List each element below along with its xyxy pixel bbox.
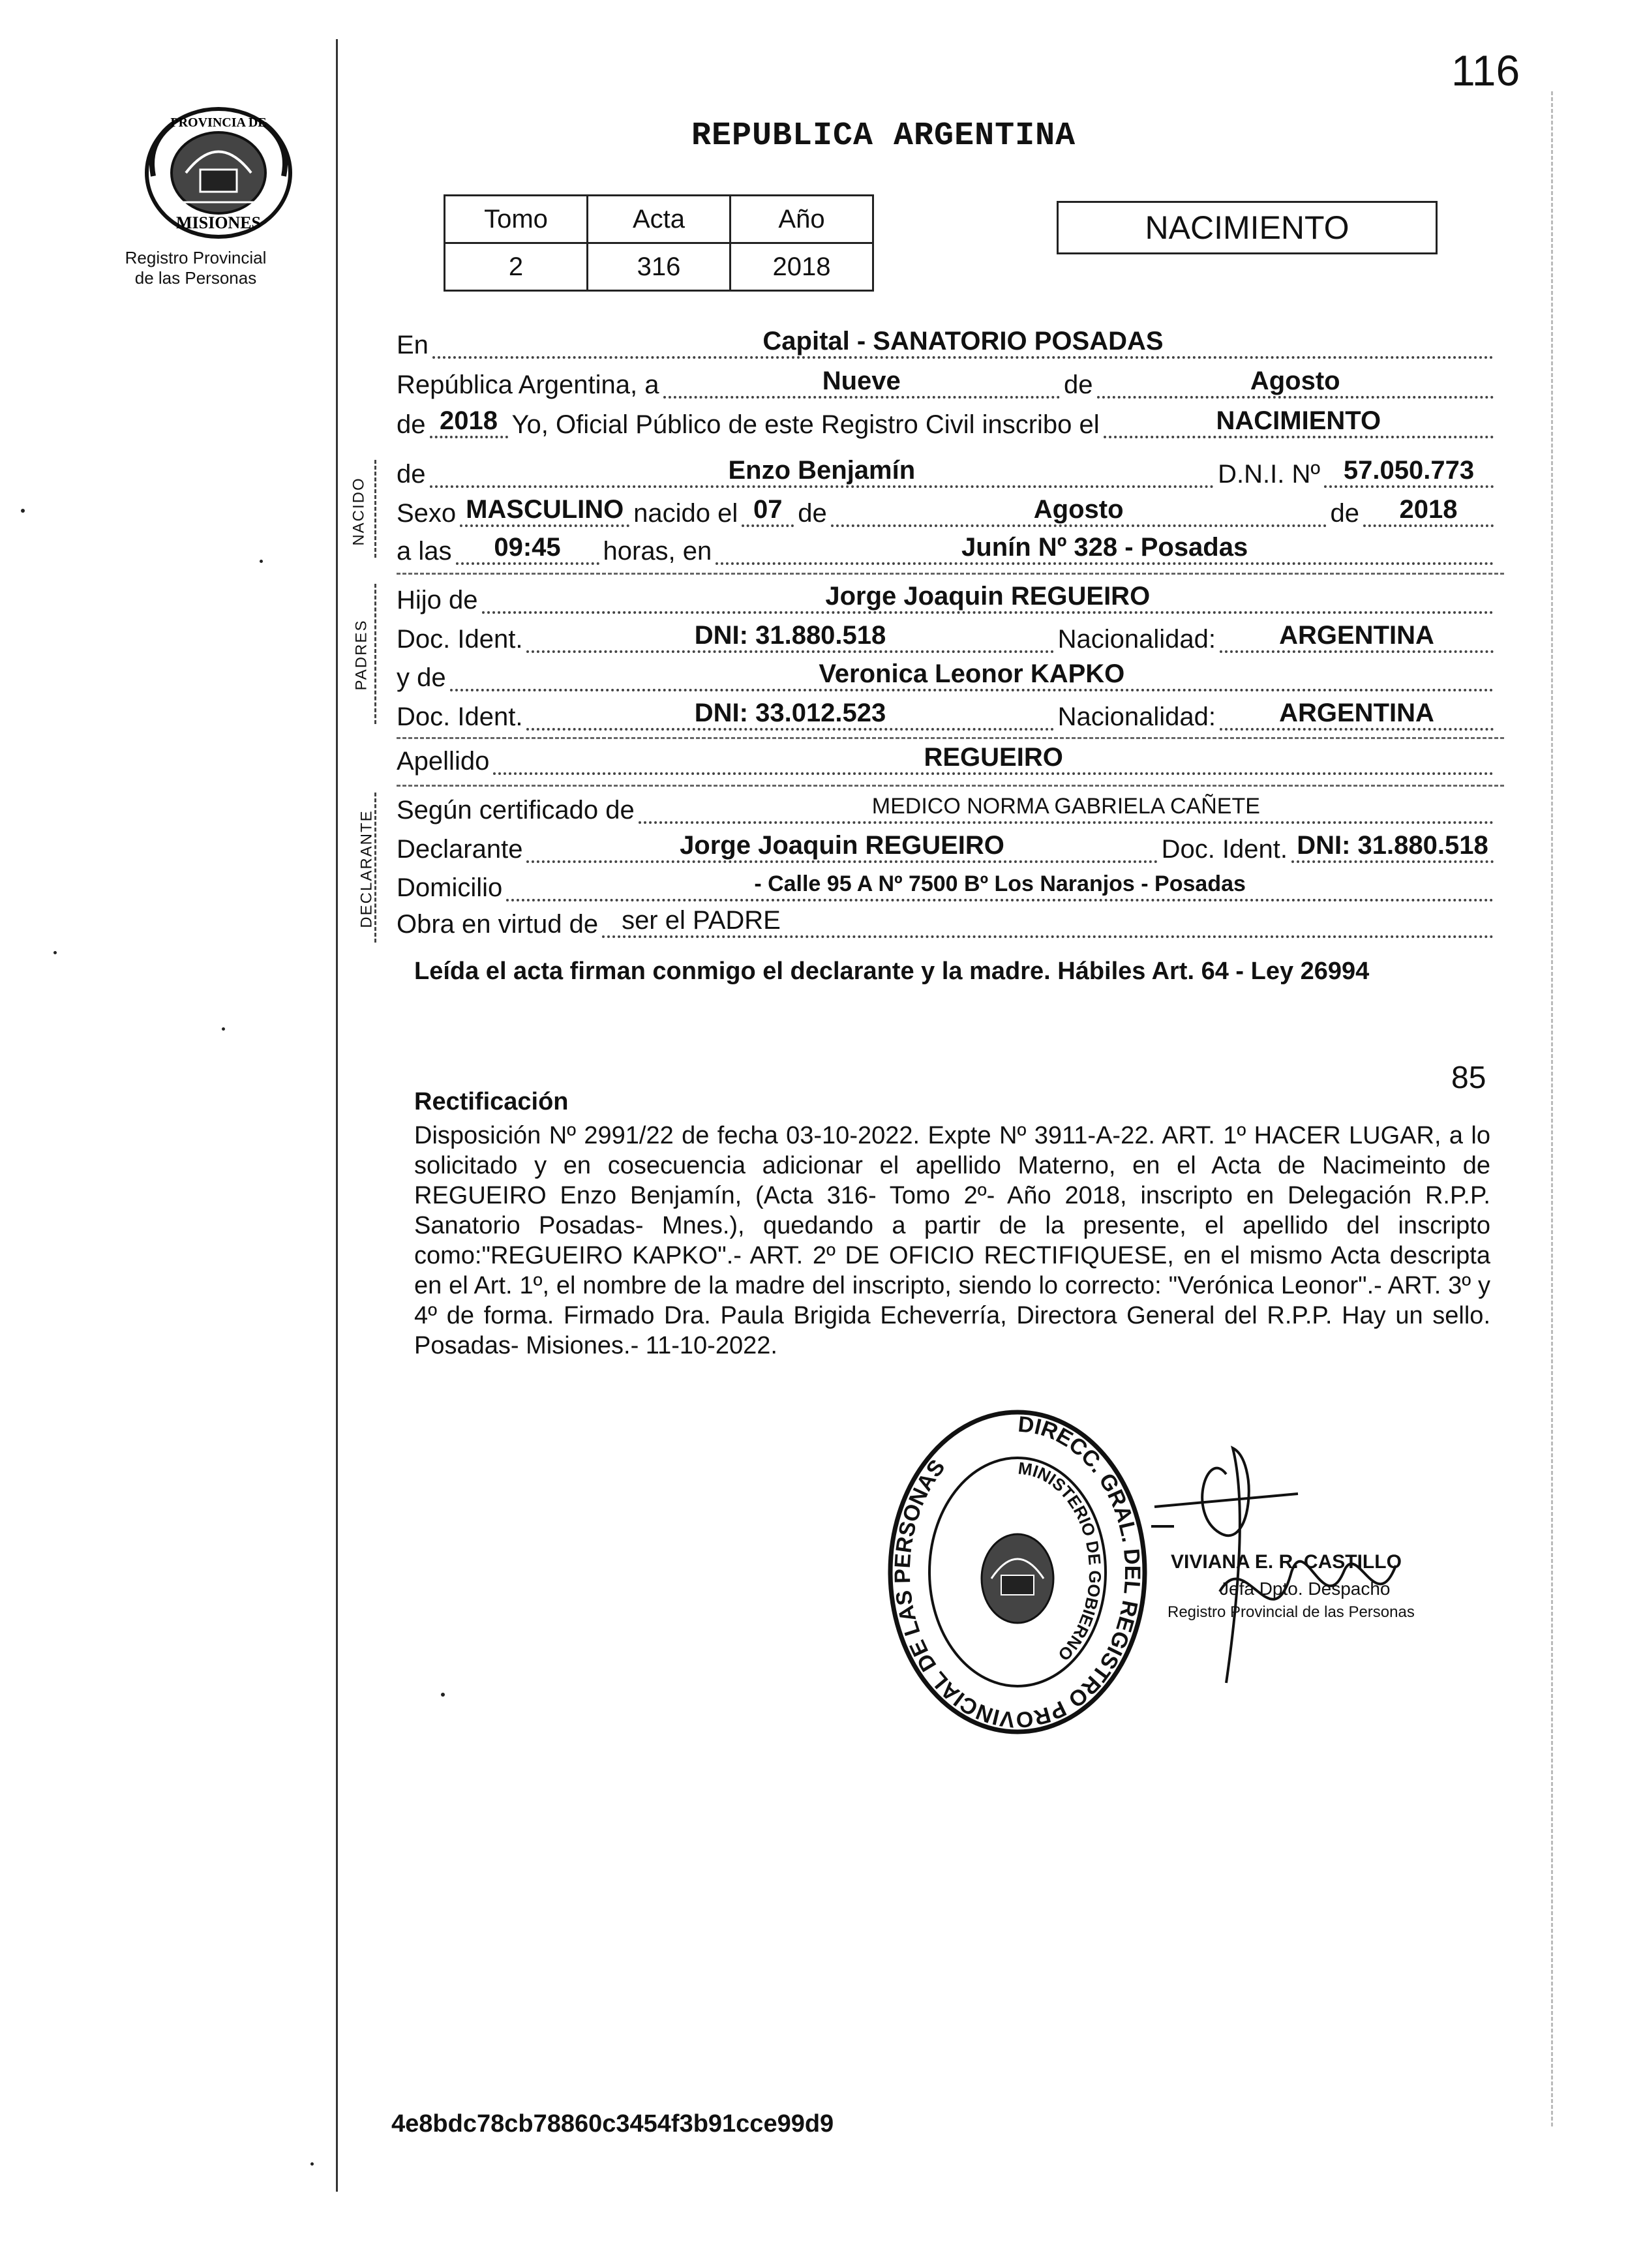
inscribo-text: Yo, Oficial Público de este Registro Civil inscribo el [511,410,1100,439]
obra-label: Obra en virtud de [397,910,599,939]
row-obra [397,907,1498,939]
section-label-declarante: DECLARANTE [357,809,376,928]
stamp-ring-text: DIRECC. GRAL. DEL REGISTRO PROVINCIAL DE LAS PERSONAS [890,1412,1145,1732]
republica-label: República Argentina, a [397,370,659,399]
row-nacido-sexo [397,496,1498,528]
row-nacido-time [397,534,1498,566]
declarante-doc: DNI: 31.880.518 [1291,830,1494,863]
row-year [397,407,1498,440]
signatory-role: Jefa Dpto. Despacho [1220,1579,1391,1599]
nacido-name: Enzo Benjamín [430,455,1214,488]
header-tomo: Tomo [445,196,588,243]
rectification-number: 85 [1451,1061,1486,1095]
official-round-stamp [881,1402,1154,1742]
header-anio: Año [731,196,873,243]
value-acta: 316 [588,243,731,291]
scan-speck [310,2162,314,2166]
dni-label: D.N.I. Nº [1218,460,1320,489]
seal-top-text: PROVINCIA DE [170,115,267,130]
signatory-name: VIVIANA E. R. CASTILLO [1171,1551,1402,1573]
apellido-value: REGUEIRO [493,742,1494,775]
divider-apellido [397,785,1504,787]
page-title: REPUBLICA ARGENTINA [691,117,1076,155]
divider-padres [397,737,1504,739]
closing-statement: Leída el acta firman conmigo el declarante y la madre. Hábiles Art. 64 - Ley 26994 [414,958,1370,985]
page-number: 116 [1451,46,1520,95]
scan-speck [260,560,263,563]
scan-speck [53,951,57,954]
row-apellido [397,744,1498,776]
cert-label: Según certificado de [397,796,635,824]
en-label: En [397,331,429,359]
mother-doc: DNI: 33.012.523 [526,698,1053,731]
y-de-label: y de [397,663,446,692]
logo-caption-line-2: de las Personas [134,268,257,288]
father-doc: DNI: 31.880.518 [526,620,1053,653]
birth-day: 07 [742,494,794,527]
section-label-nacido: NACIDO [350,477,368,546]
mother-nationality: ARGENTINA [1220,698,1494,731]
act-kind-value: NACIMIENTO [1104,406,1494,438]
birth-de-label-2: de [1330,499,1359,528]
apellido-label: Apellido [397,747,490,776]
padres-bracket [374,584,376,724]
row-certificate [397,793,1498,825]
obra-value: ser el PADRE [602,905,1494,938]
row-mother [397,660,1498,693]
de-label: de [1064,370,1093,399]
domicilio-label: Domicilio [397,873,503,902]
section-label-padres: PADRES [352,619,370,691]
birth-place: Junín Nº 328 - Posadas [716,532,1494,565]
nacido-de-label: de [397,460,426,489]
month-value: Agosto [1097,366,1494,399]
row-nacido-name [397,457,1498,489]
seal-bottom-text: MISIONES [175,213,262,232]
divider-nacido [397,573,1504,575]
scan-speck [441,1693,445,1697]
row-father [397,582,1498,615]
nacido-el-label: nacido el [633,499,738,528]
year-value: 2018 [430,406,508,438]
right-edge-dashes [1551,91,1553,2126]
hijo-de-label: Hijo de [397,586,478,614]
sexo-value: MASCULINO [460,494,629,527]
scan-speck [21,509,25,513]
certificate-value: MEDICO NORMA GABRIELA CAÑETE [639,791,1494,824]
mother-name: Veronica Leonor KAPKO [450,659,1494,691]
reference-table-values [445,243,873,291]
rectification-body: Disposición Nº 2991/22 de fecha 03-10-2022. Expte Nº 3911-A-22. ART. 1º HACER LUGAR, a lo solicitado y en cosecuencia adicionar el apellido Materno, en el Acta de Nacimeinto de REGUEIRO Enzo Benjamín, (Acta 316- Tomo 2º- Año 2018, inscripto en Delegación R.P.P. Sanatorio Posadas- Mnes.), quedando a partir de la presente, el apellido del inscripto como:"REGUEIRO KAPKO".- ART. 2º DE OFICIO RECTIFIQUESE, en el mismo Acta descripta en el Art. 1º, el nombre de la madre del inscripto, siendo lo correcto: "Verónica Leonor".- ART. 3º y 4º de forma. Firmado Dra. Paula Brigida Echeverría, Directora General del R.P.P. Hay un sello. Posadas- Misiones.- 11-10-2022. [414,1122,1490,1359]
birth-de-label: de [798,499,827,528]
declarante-name: Jorge Joaquin REGUEIRO [526,830,1157,863]
de-label-2: de [397,410,426,439]
row-declarante [397,832,1498,864]
left-margin-line [336,39,338,2192]
header-acta: Acta [588,196,731,243]
place-value: Capital - SANATORIO POSADAS [432,326,1494,359]
logo-caption [98,248,294,288]
father-nationality: ARGENTINA [1220,620,1494,653]
mother-nationality-label: Nacionalidad: [1057,703,1216,731]
signatory-organization: Registro Provincial de las Personas [1168,1603,1415,1621]
birth-time: 09:45 [456,532,599,565]
declarante-label: Declarante [397,835,523,864]
row-mother-doc [397,699,1498,732]
nacido-bracket [374,460,376,558]
father-name: Jorge Joaquin REGUEIRO [482,581,1494,614]
reference-table-header [445,196,873,243]
horas-label: horas, en [603,537,712,566]
reference-table [444,194,874,292]
day-value: Nueve [663,366,1061,399]
rectification-heading: Rectificación [414,1088,569,1115]
row-place [397,327,1498,360]
document-hash: 4e8bdc78cb78860c3454f3b91cce99d9 [391,2110,834,2138]
birth-month: Agosto [831,494,1327,527]
row-father-doc [397,622,1498,654]
a-las-label: a las [397,537,452,566]
logo-caption-line-1: Registro Provincial [125,248,267,267]
sexo-label: Sexo [397,499,457,528]
birth-year: 2018 [1363,494,1494,527]
value-anio: 2018 [731,243,873,291]
father-nationality-label: Nacionalidad: [1057,625,1216,654]
father-doc-label: Doc. Ident. [397,625,523,654]
provincial-seal-logo [140,104,297,241]
scan-speck [222,1027,225,1031]
declarante-doc-label: Doc. Ident. [1161,835,1288,864]
stamp-inner-text: MINISTERIO DE GOBIERNO [1017,1458,1106,1665]
nacido-dni: 57.050.773 [1324,455,1494,488]
row-domicilio [397,870,1498,903]
mother-doc-label: Doc. Ident. [397,703,523,731]
value-tomo: 2 [445,243,588,291]
domicilio-value: - Calle 95 A Nº 7500 Bº Los Naranjos - Posadas [506,869,1494,901]
row-date [397,367,1498,400]
record-type-box: NACIMIENTO [1057,201,1438,254]
